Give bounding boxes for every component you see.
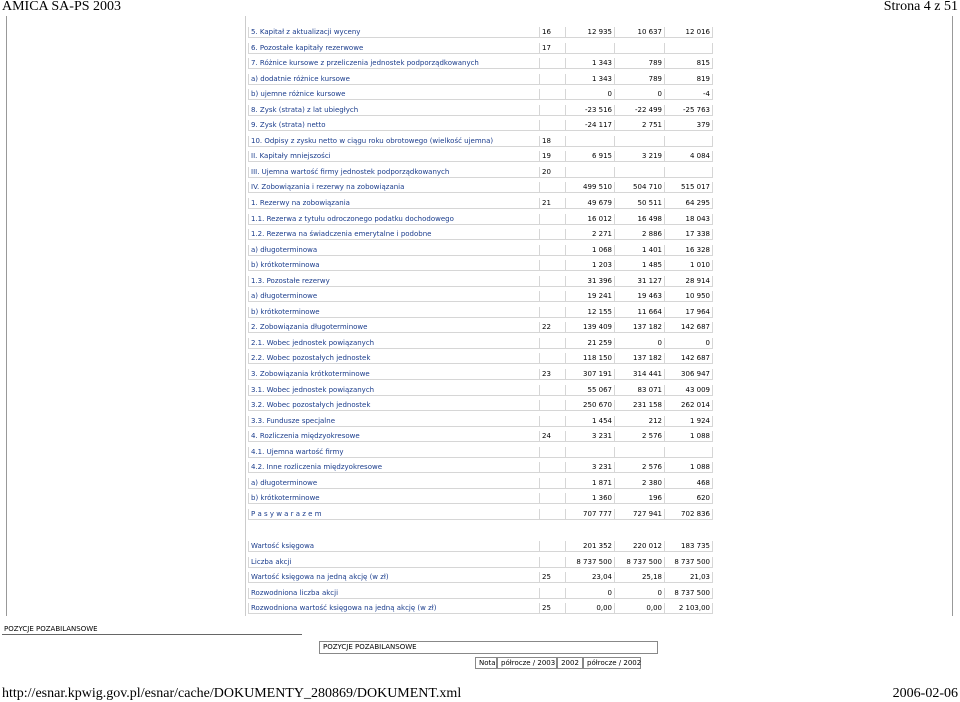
value-2002: 2 751 — [615, 120, 665, 131]
row-nota: 18 — [540, 136, 566, 147]
source-url: http://esnar.kpwig.gov.pl/esnar/cache/DOKUMENTY_280869/DOKUMENT.xml — [2, 686, 462, 701]
value-2002: 2 576 — [615, 462, 665, 473]
row-label: a) długoterminowe — [248, 291, 540, 302]
row-label: 3.1. Wobec jednostek powiązanych — [248, 385, 540, 396]
value-2002: 2 886 — [615, 229, 665, 240]
value-h1-2003: 23,04 — [566, 572, 615, 583]
document-title: AMICA SA-PS 2003 — [2, 0, 122, 14]
table-row — [248, 382, 713, 398]
value-h1-2002: -4 — [665, 89, 713, 100]
value-h1-2002: 16 328 — [665, 245, 713, 256]
value-2002: 137 182 — [615, 353, 665, 364]
column-header: 2002 — [557, 657, 583, 669]
column-header: półrocze / 2003 — [497, 657, 557, 669]
value-h1-2003 — [566, 43, 615, 54]
row-label: II. Kapitały mniejszości — [248, 151, 540, 162]
row-nota — [540, 229, 566, 240]
row-nota: 19 — [540, 151, 566, 162]
row-label: 3.2. Wobec pozostałych jednostek — [248, 400, 540, 411]
value-h1-2003: 1 360 — [566, 493, 615, 504]
value-h1-2003: 12 935 — [566, 27, 615, 38]
row-nota — [540, 276, 566, 287]
row-nota — [540, 353, 566, 364]
row-label: b) krótkoterminowe — [248, 307, 540, 318]
value-2002: 16 498 — [615, 214, 665, 225]
row-nota — [540, 541, 566, 552]
row-nota — [540, 291, 566, 302]
value-h1-2003: 55 067 — [566, 385, 615, 396]
value-h1-2002: 306 947 — [665, 369, 713, 380]
value-h1-2003: 0 — [566, 588, 615, 599]
value-2002: 220 012 — [615, 541, 665, 552]
value-h1-2002: 64 295 — [665, 198, 713, 209]
value-h1-2002: 468 — [665, 478, 713, 489]
value-h1-2002: 4 084 — [665, 151, 713, 162]
frame-border-right — [952, 16, 953, 616]
value-2002: 0,00 — [615, 603, 665, 614]
table-row — [248, 179, 713, 195]
row-nota — [540, 385, 566, 396]
value-h1-2003: 19 241 — [566, 291, 615, 302]
value-h1-2002: 819 — [665, 74, 713, 85]
value-h1-2002: 18 043 — [665, 214, 713, 225]
value-h1-2003: 0 — [566, 89, 615, 100]
row-nota — [540, 338, 566, 349]
table-row — [248, 397, 713, 413]
value-h1-2003: 0,00 — [566, 603, 615, 614]
value-2002: 8 737 500 — [615, 557, 665, 568]
row-label: b) krótkoterminowe — [248, 493, 540, 504]
row-label: a) długoterminowe — [248, 478, 540, 489]
value-h1-2003: 139 409 — [566, 322, 615, 333]
value-h1-2002: 8 737 500 — [665, 588, 713, 599]
value-h1-2003: 49 679 — [566, 198, 615, 209]
value-2002: 50 511 — [615, 198, 665, 209]
value-h1-2002: 262 014 — [665, 400, 713, 411]
divider — [2, 634, 302, 635]
row-nota — [540, 447, 566, 458]
value-h1-2002 — [665, 43, 713, 54]
row-nota: 17 — [540, 43, 566, 54]
row-label: 6. Pozostałe kapitały rezerwowe — [248, 43, 540, 54]
row-nota: 16 — [540, 27, 566, 38]
table-row — [248, 195, 713, 211]
value-h1-2002: 0 — [665, 338, 713, 349]
book-value-table — [248, 538, 713, 616]
table-row — [248, 273, 713, 289]
off-balance-header: POZYCJE POZABILANSOWE — [4, 625, 98, 633]
row-nota — [540, 120, 566, 131]
page-header — [0, 0, 960, 14]
value-h1-2003: 118 150 — [566, 353, 615, 364]
value-h1-2003: -24 117 — [566, 120, 615, 131]
row-label: 2.1. Wobec jednostek powiązanych — [248, 338, 540, 349]
row-nota — [540, 557, 566, 568]
table-row — [248, 288, 713, 304]
row-label: 4. Rozliczenia międzyokresowe — [248, 431, 540, 442]
table-row — [248, 444, 713, 460]
row-label: 9. Zysk (strata) netto — [248, 120, 540, 131]
value-h1-2002: 17 338 — [665, 229, 713, 240]
row-nota — [540, 493, 566, 504]
value-h1-2002: 12 016 — [665, 27, 713, 38]
row-nota: 21 — [540, 198, 566, 209]
table-row — [248, 304, 713, 320]
table-row — [248, 55, 713, 71]
table-row — [248, 506, 713, 522]
table-row — [248, 335, 713, 351]
row-label: a) dodatnie różnice kursowe — [248, 74, 540, 85]
value-h1-2003: 16 012 — [566, 214, 615, 225]
value-h1-2003: 31 396 — [566, 276, 615, 287]
table-row — [248, 226, 713, 242]
table-row — [248, 366, 713, 382]
row-nota — [540, 307, 566, 318]
value-h1-2003: 1 454 — [566, 416, 615, 427]
value-2002: 3 219 — [615, 151, 665, 162]
row-nota: 23 — [540, 369, 566, 380]
value-h1-2002: 10 950 — [665, 291, 713, 302]
value-h1-2002: 702 836 — [665, 509, 713, 520]
value-2002: 0 — [615, 338, 665, 349]
value-h1-2003: 2 271 — [566, 229, 615, 240]
table-row — [248, 211, 713, 227]
row-nota — [540, 509, 566, 520]
value-h1-2002: 379 — [665, 120, 713, 131]
off-balance-box-title: POZYCJE POZABILANSOWE — [319, 641, 658, 654]
value-h1-2003: 1 203 — [566, 260, 615, 271]
value-h1-2003: 1 871 — [566, 478, 615, 489]
row-nota — [540, 416, 566, 427]
value-h1-2003: -23 516 — [566, 105, 615, 116]
row-label: b) krótkoterminowa — [248, 260, 540, 271]
value-2002 — [615, 136, 665, 147]
row-label: 1.3. Pozostałe rezerwy — [248, 276, 540, 287]
row-nota: 22 — [540, 322, 566, 333]
value-h1-2002: 183 735 — [665, 541, 713, 552]
value-h1-2003 — [566, 167, 615, 178]
value-h1-2003: 1 343 — [566, 58, 615, 69]
row-label: 4.2. Inne rozliczenia międzyokresowe — [248, 462, 540, 473]
row-label: Rozwodniona liczba akcji — [248, 588, 540, 599]
row-nota — [540, 89, 566, 100]
value-h1-2002 — [665, 167, 713, 178]
row-nota — [540, 478, 566, 489]
row-label: Wartość księgowa na jedną akcję (w zł) — [248, 572, 540, 583]
value-2002: 2 576 — [615, 431, 665, 442]
value-2002: 727 941 — [615, 509, 665, 520]
row-nota — [540, 74, 566, 85]
value-h1-2002: 620 — [665, 493, 713, 504]
table-row — [248, 133, 713, 149]
value-h1-2002: 1 924 — [665, 416, 713, 427]
value-h1-2003: 3 231 — [566, 462, 615, 473]
row-label: 1.1. Rezerwa z tytułu odroczonego podatku dochodowego — [248, 214, 540, 225]
value-h1-2003: 707 777 — [566, 509, 615, 520]
row-label: b) ujemne różnice kursowe — [248, 89, 540, 100]
value-h1-2002: 28 914 — [665, 276, 713, 287]
row-label: 1. Rezerwy na zobowiązania — [248, 198, 540, 209]
row-nota: 25 — [540, 603, 566, 614]
table-row — [248, 86, 713, 102]
value-h1-2003: 21 259 — [566, 338, 615, 349]
value-2002 — [615, 167, 665, 178]
table-row — [248, 585, 713, 601]
value-2002 — [615, 43, 665, 54]
value-2002: 10 637 — [615, 27, 665, 38]
row-label: 10. Odpisy z zysku netto w ciągu roku obrotowego (wielkość ujemna) — [248, 136, 540, 147]
table-row — [248, 490, 713, 506]
value-h1-2002: 1 088 — [665, 431, 713, 442]
row-nota — [540, 58, 566, 69]
row-label: 3.3. Fundusze specjalne — [248, 416, 540, 427]
value-2002: 212 — [615, 416, 665, 427]
table-row — [248, 428, 713, 444]
value-2002: 2 380 — [615, 478, 665, 489]
value-h1-2003: 8 737 500 — [566, 557, 615, 568]
table-row — [248, 164, 713, 180]
row-label: 3. Zobowiązania krótkoterminowe — [248, 369, 540, 380]
row-label: 8. Zysk (strata) z lat ubiegłych — [248, 105, 540, 116]
table-row — [248, 117, 713, 133]
row-nota: 20 — [540, 167, 566, 178]
row-label: Liczba akcji — [248, 557, 540, 568]
frame-border-left — [6, 16, 7, 616]
page-footer — [0, 686, 960, 702]
column-header: półrocze / 2002 — [583, 657, 641, 669]
value-2002: 11 664 — [615, 307, 665, 318]
table-row — [248, 350, 713, 366]
row-nota — [540, 400, 566, 411]
row-label: Rozwodniona wartość księgowa na jedną akcję (w zł) — [248, 603, 540, 614]
table-row — [248, 24, 713, 40]
value-h1-2003: 499 510 — [566, 182, 615, 193]
value-h1-2002: 815 — [665, 58, 713, 69]
value-h1-2003: 12 155 — [566, 307, 615, 318]
row-label: 5. Kapitał z aktualizacji wyceny — [248, 27, 540, 38]
row-label: III. Ujemna wartość firmy jednostek podporządkowanych — [248, 167, 540, 178]
value-h1-2002: -25 763 — [665, 105, 713, 116]
table-row — [248, 71, 713, 87]
value-h1-2003 — [566, 447, 615, 458]
table-row — [248, 569, 713, 585]
value-2002: 25,18 — [615, 572, 665, 583]
row-label: Wartość księgowa — [248, 541, 540, 552]
table-row — [248, 459, 713, 475]
value-h1-2002: 142 687 — [665, 322, 713, 333]
row-nota — [540, 260, 566, 271]
value-h1-2003: 6 915 — [566, 151, 615, 162]
value-2002: 1 401 — [615, 245, 665, 256]
page-number: Strona 4 z 51 — [883, 0, 958, 14]
table-row — [248, 242, 713, 258]
value-2002: 83 071 — [615, 385, 665, 396]
row-label: 2.2. Wobec pozostałych jednostek — [248, 353, 540, 364]
value-2002: 196 — [615, 493, 665, 504]
table-row — [248, 40, 713, 56]
table-row — [248, 102, 713, 118]
row-label: 7. Różnice kursowe z przeliczenia jednostek podporządkowanych — [248, 58, 540, 69]
value-h1-2002: 17 964 — [665, 307, 713, 318]
table-row — [248, 538, 713, 554]
value-2002: 314 441 — [615, 369, 665, 380]
balance-sheet-table — [248, 24, 713, 522]
value-h1-2002: 43 009 — [665, 385, 713, 396]
row-label: P a s y w a r a z e m — [248, 509, 540, 520]
row-nota — [540, 182, 566, 193]
value-h1-2002: 142 687 — [665, 353, 713, 364]
row-nota — [540, 105, 566, 116]
row-nota — [540, 214, 566, 225]
table-row — [248, 554, 713, 570]
value-2002: 789 — [615, 74, 665, 85]
value-h1-2002: 21,03 — [665, 572, 713, 583]
value-2002: 0 — [615, 588, 665, 599]
table-row — [248, 413, 713, 429]
value-2002: 1 485 — [615, 260, 665, 271]
print-date: 2006-02-06 — [892, 686, 958, 701]
table-row — [248, 148, 713, 164]
row-label: 4.1. Ujemna wartość firmy — [248, 447, 540, 458]
value-2002 — [615, 447, 665, 458]
value-h1-2002 — [665, 136, 713, 147]
table-row — [248, 319, 713, 335]
value-h1-2003: 201 352 — [566, 541, 615, 552]
value-h1-2003 — [566, 136, 615, 147]
value-2002: 31 127 — [615, 276, 665, 287]
value-2002: 19 463 — [615, 291, 665, 302]
value-h1-2003: 307 191 — [566, 369, 615, 380]
value-h1-2003: 1 068 — [566, 245, 615, 256]
value-h1-2002 — [665, 447, 713, 458]
table-row — [248, 257, 713, 273]
column-header: Nota — [475, 657, 497, 669]
row-nota: 25 — [540, 572, 566, 583]
row-nota — [540, 245, 566, 256]
value-h1-2002: 1 010 — [665, 260, 713, 271]
value-h1-2002: 2 103,00 — [665, 603, 713, 614]
value-h1-2002: 8 737 500 — [665, 557, 713, 568]
row-label: a) długoterminowa — [248, 245, 540, 256]
row-label: 2. Zobowiązania długoterminowe — [248, 322, 540, 333]
value-2002: 137 182 — [615, 322, 665, 333]
value-h1-2002: 1 088 — [665, 462, 713, 473]
table-row — [248, 475, 713, 491]
value-2002: -22 499 — [615, 105, 665, 116]
row-nota: 24 — [540, 431, 566, 442]
value-h1-2002: 515 017 — [665, 182, 713, 193]
row-nota — [540, 588, 566, 599]
value-h1-2003: 1 343 — [566, 74, 615, 85]
table-row — [248, 600, 713, 616]
value-2002: 0 — [615, 89, 665, 100]
row-label: IV. Zobowiązania i rezerwy na zobowiązania — [248, 182, 540, 193]
row-label: 1.2. Rezerwa na świadczenia emerytalne i podobne — [248, 229, 540, 240]
value-2002: 789 — [615, 58, 665, 69]
value-h1-2003: 250 670 — [566, 400, 615, 411]
frame-border-inner — [245, 16, 246, 616]
value-h1-2003: 3 231 — [566, 431, 615, 442]
value-2002: 504 710 — [615, 182, 665, 193]
row-nota — [540, 462, 566, 473]
value-2002: 231 158 — [615, 400, 665, 411]
